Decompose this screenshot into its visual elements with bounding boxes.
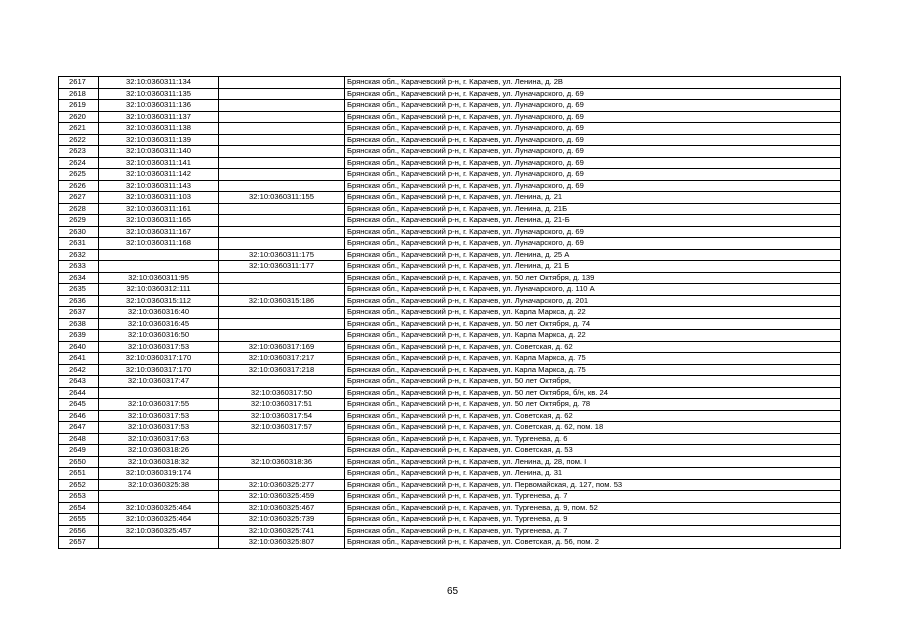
- parent-cadastral-number-cell: [219, 215, 345, 227]
- address-cell: Брянская обл., Карачевский р-н, г. Карачев, ул. Карла Маркса, д. 22: [345, 307, 841, 319]
- row-number-cell: 2623: [59, 146, 99, 158]
- table-row: [59, 468, 841, 480]
- table-row: [59, 295, 841, 307]
- cadastral-number-cell: 32:10:0360311:167: [99, 226, 219, 238]
- address-cell: Брянская обл., Карачевский р-н, г. Карачев, ул. Тургенева, д. 6: [345, 433, 841, 445]
- parent-cadastral-number-cell: 32:10:0360317:218: [219, 364, 345, 376]
- cadastral-number-cell: 32:10:0360325:457: [99, 525, 219, 537]
- address-cell: Брянская обл., Карачевский р-н, г. Карачев, ул. Ленина, д. 21 Б: [345, 261, 841, 273]
- cadastral-number-cell: 32:10:0360319:174: [99, 468, 219, 480]
- cadastral-number-cell: 32:10:0360311:136: [99, 100, 219, 112]
- table-row: [59, 330, 841, 342]
- cadastral-number-cell: 32:10:0360311:135: [99, 88, 219, 100]
- parent-cadastral-number-cell: [219, 203, 345, 215]
- row-number-cell: 2620: [59, 111, 99, 123]
- parent-cadastral-number-cell: 32:10:0360317:50: [219, 387, 345, 399]
- cadastral-number-cell: 32:10:0360316:45: [99, 318, 219, 330]
- row-number-cell: 2648: [59, 433, 99, 445]
- table-row: [59, 203, 841, 215]
- address-cell: Брянская обл., Карачевский р-н, г. Карачев, ул. Тургенева, д. 9: [345, 514, 841, 526]
- cadastral-number-cell: 32:10:0360325:464: [99, 514, 219, 526]
- parent-cadastral-number-cell: 32:10:0360325:459: [219, 491, 345, 503]
- row-number-cell: 2629: [59, 215, 99, 227]
- row-number-cell: 2633: [59, 261, 99, 273]
- cadastral-number-cell: 32:10:0360317:170: [99, 353, 219, 365]
- table-row: [59, 157, 841, 169]
- address-cell: Брянская обл., Карачевский р-н, г. Карачев, ул. Советская, д. 62: [345, 410, 841, 422]
- address-cell: Брянская обл., Карачевский р-н, г. Карачев, ул. Луначарского, д. 69: [345, 157, 841, 169]
- row-number-cell: 2652: [59, 479, 99, 491]
- cadastral-number-cell: 32:10:0360325:38: [99, 479, 219, 491]
- row-number-cell: 2631: [59, 238, 99, 250]
- row-number-cell: 2655: [59, 514, 99, 526]
- cadastral-number-cell: 32:10:0360317:53: [99, 422, 219, 434]
- row-number-cell: 2628: [59, 203, 99, 215]
- cadastral-number-cell: 32:10:0360315:112: [99, 295, 219, 307]
- address-cell: Брянская обл., Карачевский р-н, г. Карачев, ул. Луначарского, д. 69: [345, 123, 841, 135]
- address-cell: Брянская обл., Карачевский р-н, г. Карачев, ул. Луначарского, д. 69: [345, 169, 841, 181]
- row-number-cell: 2630: [59, 226, 99, 238]
- row-number-cell: 2626: [59, 180, 99, 192]
- table-row: [59, 399, 841, 411]
- row-number-cell: 2647: [59, 422, 99, 434]
- address-cell: Брянская обл., Карачевский р-н, г. Карачев, ул. Луначарского, д. 69: [345, 134, 841, 146]
- parent-cadastral-number-cell: 32:10:0360325:739: [219, 514, 345, 526]
- address-cell: Брянская обл., Карачевский р-н, г. Карачев, ул. Луначарского, д. 69: [345, 100, 841, 112]
- address-cell: Брянская обл., Карачевский р-н, г. Карачев, ул. 50 лет Октября,: [345, 376, 841, 388]
- cadastral-number-cell: 32:10:0360311:137: [99, 111, 219, 123]
- parent-cadastral-number-cell: [219, 376, 345, 388]
- address-cell: Брянская обл., Карачевский р-н, г. Карачев, ул. Тургенева, д. 7: [345, 491, 841, 503]
- parent-cadastral-number-cell: 32:10:0360325:807: [219, 537, 345, 549]
- address-cell: Брянская обл., Карачевский р-н, г. Карачев, ул. Луначарского, д. 69: [345, 146, 841, 158]
- row-number-cell: 2632: [59, 249, 99, 261]
- table-row: [59, 537, 841, 549]
- address-cell: Брянская обл., Карачевский р-н, г. Карачев, ул. Ленина, д. 21-Б: [345, 215, 841, 227]
- table-row: [59, 422, 841, 434]
- table-row: [59, 479, 841, 491]
- parent-cadastral-number-cell: [219, 284, 345, 296]
- table-row: [59, 111, 841, 123]
- row-number-cell: 2621: [59, 123, 99, 135]
- row-number-cell: 2619: [59, 100, 99, 112]
- cadastral-number-cell: 32:10:0360317:63: [99, 433, 219, 445]
- table-row: [59, 433, 841, 445]
- row-number-cell: 2651: [59, 468, 99, 480]
- cadastral-number-cell: 32:10:0360311:168: [99, 238, 219, 250]
- parent-cadastral-number-cell: 32:10:0360315:186: [219, 295, 345, 307]
- row-number-cell: 2617: [59, 77, 99, 89]
- parent-cadastral-number-cell: 32:10:0360317:169: [219, 341, 345, 353]
- cadastral-number-cell: 32:10:0360311:134: [99, 77, 219, 89]
- row-number-cell: 2640: [59, 341, 99, 353]
- parent-cadastral-number-cell: [219, 318, 345, 330]
- table-row: [59, 445, 841, 457]
- address-cell: Брянская обл., Карачевский р-н, г. Карачев, ул. Ленина, д. 2В: [345, 77, 841, 89]
- address-cell: Брянская обл., Карачевский р-н, г. Карачев, ул. 50 лет Октября, д. 78: [345, 399, 841, 411]
- row-number-cell: 2627: [59, 192, 99, 204]
- cadastral-number-cell: 32:10:0360311:103: [99, 192, 219, 204]
- table-row: [59, 249, 841, 261]
- parent-cadastral-number-cell: [219, 123, 345, 135]
- parent-cadastral-number-cell: 32:10:0360317:57: [219, 422, 345, 434]
- parent-cadastral-number-cell: 32:10:0360325:277: [219, 479, 345, 491]
- parent-cadastral-number-cell: [219, 169, 345, 181]
- cadastral-number-cell: 32:10:0360311:141: [99, 157, 219, 169]
- row-number-cell: 2635: [59, 284, 99, 296]
- address-cell: Брянская обл., Карачевский р-н, г. Карачев, ул. Луначарского, д. 69: [345, 226, 841, 238]
- address-cell: Брянская обл., Карачевский р-н, г. Карачев, ул. Луначарского, д. 201: [345, 295, 841, 307]
- table-row: [59, 261, 841, 273]
- cadastral-number-cell: 32:10:0360317:170: [99, 364, 219, 376]
- cadastral-number-cell: 32:10:0360316:40: [99, 307, 219, 319]
- parent-cadastral-number-cell: 32:10:0360317:217: [219, 353, 345, 365]
- parent-cadastral-number-cell: [219, 134, 345, 146]
- table-row: [59, 215, 841, 227]
- address-cell: Брянская обл., Карачевский р-н, г. Карачев, ул. Луначарского, д. 69: [345, 88, 841, 100]
- address-cell: Брянская обл., Карачевский р-н, г. Карачев, ул. Карла Маркса, д. 75: [345, 364, 841, 376]
- parent-cadastral-number-cell: 32:10:0360311:155: [219, 192, 345, 204]
- table-row: [59, 502, 841, 514]
- parent-cadastral-number-cell: [219, 226, 345, 238]
- cadastral-number-cell: 32:10:0360318:32: [99, 456, 219, 468]
- row-number-cell: 2653: [59, 491, 99, 503]
- cadastral-number-cell: 32:10:0360317:53: [99, 341, 219, 353]
- parent-cadastral-number-cell: [219, 111, 345, 123]
- address-cell: Брянская обл., Карачевский р-н, г. Карачев, ул. Луначарского, д. 69: [345, 180, 841, 192]
- cadastral-number-cell: [99, 261, 219, 273]
- parent-cadastral-number-cell: [219, 433, 345, 445]
- table-row: [59, 491, 841, 503]
- cadastral-number-cell: 32:10:0360311:95: [99, 272, 219, 284]
- cadastral-number-cell: 32:10:0360325:464: [99, 502, 219, 514]
- parent-cadastral-number-cell: [219, 77, 345, 89]
- row-number-cell: 2618: [59, 88, 99, 100]
- cadastral-number-cell: [99, 249, 219, 261]
- cadastral-number-cell: [99, 387, 219, 399]
- page-number: 65: [446, 586, 459, 597]
- table-row: [59, 284, 841, 296]
- parent-cadastral-number-cell: [219, 272, 345, 284]
- address-cell: Брянская обл., Карачевский р-н, г. Карачев, ул. Ленина, д. 31: [345, 468, 841, 480]
- row-number-cell: 2634: [59, 272, 99, 284]
- cadastral-number-cell: 32:10:0360311:142: [99, 169, 219, 181]
- cadastral-number-cell: 32:10:0360311:138: [99, 123, 219, 135]
- cadastral-number-cell: 32:10:0360317:55: [99, 399, 219, 411]
- address-cell: Брянская обл., Карачевский р-н, г. Карачев, ул. 50 лет Октября, д. 139: [345, 272, 841, 284]
- address-cell: Брянская обл., Карачевский р-н, г. Карачев, ул. Советская, д. 62, пом. 18: [345, 422, 841, 434]
- address-cell: Брянская обл., Карачевский р-н, г. Карачев, ул. Ленина, д. 21: [345, 192, 841, 204]
- row-number-cell: 2657: [59, 537, 99, 549]
- table-row: [59, 456, 841, 468]
- table-row: [59, 146, 841, 158]
- cadastral-number-cell: [99, 537, 219, 549]
- parent-cadastral-number-cell: [219, 157, 345, 169]
- parent-cadastral-number-cell: 32:10:0360311:177: [219, 261, 345, 273]
- parent-cadastral-number-cell: 32:10:0360317:54: [219, 410, 345, 422]
- cadastral-number-cell: 32:10:0360318:26: [99, 445, 219, 457]
- address-cell: Брянская обл., Карачевский р-н, г. Карачев, ул. Луначарского, д. 69: [345, 238, 841, 250]
- address-cell: Брянская обл., Карачевский р-н, г. Карачев, ул. Луначарского, д. 110 А: [345, 284, 841, 296]
- address-cell: Брянская обл., Карачевский р-н, г. Карачев, ул. Советская, д. 62: [345, 341, 841, 353]
- cadastral-number-cell: 32:10:0360311:139: [99, 134, 219, 146]
- table-row: [59, 100, 841, 112]
- address-cell: Брянская обл., Карачевский р-н, г. Карачев, ул. Луначарского, д. 69: [345, 111, 841, 123]
- address-cell: Брянская обл., Карачевский р-н, г. Карачев, ул. Ленина, д. 21Б: [345, 203, 841, 215]
- parent-cadastral-number-cell: [219, 445, 345, 457]
- row-number-cell: 2649: [59, 445, 99, 457]
- address-cell: Брянская обл., Карачевский р-н, г. Карачев, ул. 50 лет Октября, б/н, кв. 24: [345, 387, 841, 399]
- address-cell: Брянская обл., Карачевский р-н, г. Карачев, ул. Тургенева, д. 7: [345, 525, 841, 537]
- table-row: [59, 123, 841, 135]
- row-number-cell: 2641: [59, 353, 99, 365]
- cadastral-number-cell: 32:10:0360312:111: [99, 284, 219, 296]
- cadastral-number-cell: 32:10:0360311:161: [99, 203, 219, 215]
- table-row: [59, 169, 841, 181]
- table-row: [59, 192, 841, 204]
- table-row: [59, 238, 841, 250]
- row-number-cell: 2638: [59, 318, 99, 330]
- parent-cadastral-number-cell: [219, 100, 345, 112]
- cadastral-number-cell: 32:10:0360317:47: [99, 376, 219, 388]
- parent-cadastral-number-cell: [219, 307, 345, 319]
- parent-cadastral-number-cell: 32:10:0360325:467: [219, 502, 345, 514]
- table-row: [59, 410, 841, 422]
- registry-table-body: [59, 77, 841, 549]
- table-row: [59, 77, 841, 89]
- cadastral-number-cell: 32:10:0360311:143: [99, 180, 219, 192]
- parent-cadastral-number-cell: [219, 146, 345, 158]
- cadastral-number-cell: [99, 491, 219, 503]
- row-number-cell: 2650: [59, 456, 99, 468]
- row-number-cell: 2644: [59, 387, 99, 399]
- cadastral-number-cell: 32:10:0360317:53: [99, 410, 219, 422]
- table-row: [59, 364, 841, 376]
- address-cell: Брянская обл., Карачевский р-н, г. Карачев, ул. Ленина, д. 25 А: [345, 249, 841, 261]
- address-cell: Брянская обл., Карачевский р-н, г. Карачев, ул. Советская, д. 53: [345, 445, 841, 457]
- parent-cadastral-number-cell: [219, 180, 345, 192]
- table-row: [59, 341, 841, 353]
- parent-cadastral-number-cell: [219, 330, 345, 342]
- table-row: [59, 376, 841, 388]
- row-number-cell: 2622: [59, 134, 99, 146]
- row-number-cell: 2636: [59, 295, 99, 307]
- registry-table: [58, 76, 841, 549]
- address-cell: Брянская обл., Карачевский р-н, г. Карачев, ул. Ленина, д. 28, пом. I: [345, 456, 841, 468]
- parent-cadastral-number-cell: 32:10:0360318:36: [219, 456, 345, 468]
- row-number-cell: 2624: [59, 157, 99, 169]
- address-cell: Брянская обл., Карачевский р-н, г. Карачев, ул. Карла Маркса, д. 22: [345, 330, 841, 342]
- table-row: [59, 180, 841, 192]
- table-row: [59, 134, 841, 146]
- table-row: [59, 353, 841, 365]
- cadastral-number-cell: 32:10:0360311:165: [99, 215, 219, 227]
- row-number-cell: 2654: [59, 502, 99, 514]
- parent-cadastral-number-cell: 32:10:0360311:175: [219, 249, 345, 261]
- address-cell: Брянская обл., Карачевский р-н, г. Карачев, ул. Первомайская, д. 127, пом. 53: [345, 479, 841, 491]
- row-number-cell: 2637: [59, 307, 99, 319]
- table-row: [59, 226, 841, 238]
- table-row: [59, 387, 841, 399]
- table-row: [59, 307, 841, 319]
- row-number-cell: 2639: [59, 330, 99, 342]
- address-cell: Брянская обл., Карачевский р-н, г. Карачев, ул. 50 лет Октября, д. 74: [345, 318, 841, 330]
- parent-cadastral-number-cell: 32:10:0360317:51: [219, 399, 345, 411]
- address-cell: Брянская обл., Карачевский р-н, г. Карачев, ул. Советская, д. 56, пом. 2: [345, 537, 841, 549]
- parent-cadastral-number-cell: [219, 88, 345, 100]
- row-number-cell: 2625: [59, 169, 99, 181]
- parent-cadastral-number-cell: [219, 238, 345, 250]
- row-number-cell: 2646: [59, 410, 99, 422]
- table-row: [59, 514, 841, 526]
- table-row: [59, 272, 841, 284]
- address-cell: Брянская обл., Карачевский р-н, г. Карачев, ул. Тургенева, д. 9, пом. 52: [345, 502, 841, 514]
- table-row: [59, 318, 841, 330]
- cadastral-number-cell: 32:10:0360316:50: [99, 330, 219, 342]
- row-number-cell: 2645: [59, 399, 99, 411]
- parent-cadastral-number-cell: 32:10:0360325:741: [219, 525, 345, 537]
- table-row: [59, 88, 841, 100]
- address-cell: Брянская обл., Карачевский р-н, г. Карачев, ул. Карла Маркса, д. 75: [345, 353, 841, 365]
- cadastral-number-cell: 32:10:0360311:140: [99, 146, 219, 158]
- row-number-cell: 2656: [59, 525, 99, 537]
- row-number-cell: 2642: [59, 364, 99, 376]
- row-number-cell: 2643: [59, 376, 99, 388]
- table-row: [59, 525, 841, 537]
- parent-cadastral-number-cell: [219, 468, 345, 480]
